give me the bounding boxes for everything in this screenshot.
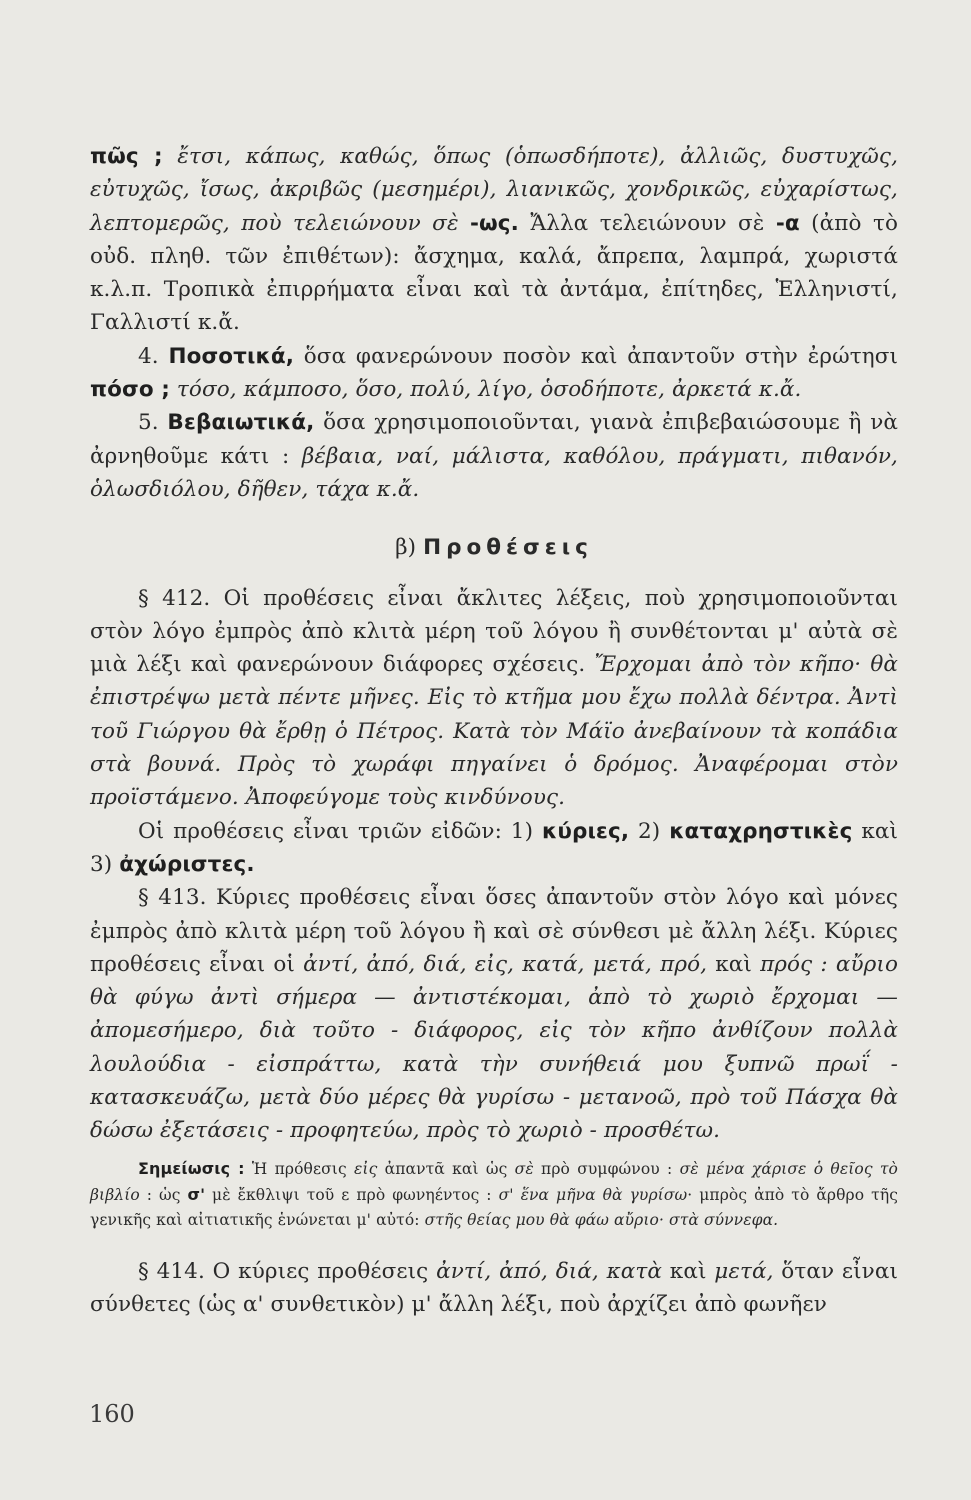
note-text-5: μὲ ἔκθλιψι τοῦ ε πρὸ φωνηέντος : — [205, 1185, 499, 1204]
term-poso: πόσο ; — [90, 377, 170, 403]
text-413-list: ἀντί, ἀπό, διά, εἰς, κατά, μετά, πρό, — [303, 951, 708, 977]
text-other-endings: Ἄλλα τελειώνουν σὲ — [518, 210, 776, 236]
note-label: Σημείωσις : — [138, 1158, 245, 1178]
text-414-1: Ο κύριες προθέσεις — [204, 1258, 437, 1284]
page-number: 160 — [89, 1400, 135, 1428]
page-text — [90, 140, 898, 1321]
text-affirmative-def: ὅσα χρησιμοποιοῦνται, γιανὰ ἐπιβεβαιώσουμε ἢ νὰ ἀρνηθοῦμε κάτι : — [90, 410, 898, 469]
note-se: σὲ — [514, 1159, 534, 1178]
note-paragraph — [90, 1156, 898, 1233]
section-mark-412: § 412. — [138, 585, 211, 611]
text-412: Οἱ προθέσεις εἶναι ἄκλιτες λέξεις, ποὺ χρησιμοποιοῦνται στὸν λόγο ἐμπρὸς ἀπὸ κλιτὰ μέρη τοῦ λόγου ἢ συνθέτονται μ' αὐτὰ σὲ μιὰ λέξι καὶ φανερώνουν διάφορες σχέσεις. — [90, 585, 898, 678]
text-manner-end: (ἀπὸ τὸ οὐδ. πληθ. τῶν ἐπιθέτων): ἄσχημα, καλά, ἄπρεπα, λαμπρά, χωριστά κ.λ.π. Τροπικὰ ἐπιρρήματα εἶναι καὶ τὰ ἀντάμα, ἐπίτηδες, Ἑλληνιστί, Γαλλιστί κ.ἄ. — [90, 210, 899, 336]
item-number: 4. — [138, 343, 159, 369]
text-414-3: ὅταν εἶναι σύνθετες (ὡς α' συνθετικὸν) μ' ἄλλη λέξι, ποὺ ἀρχίζει ἀπὸ φωνῆεν — [90, 1258, 898, 1317]
suffix-os: -ως. — [470, 210, 519, 236]
term-katachristikes: καταχρηστικὲς — [669, 818, 853, 844]
term-achoristes: ἀχώριστες. — [119, 851, 255, 877]
text-kinds-3: καὶ 3) — [90, 818, 898, 877]
text-quantity-examples: τόσο, κάμποσο, ὅσο, πολύ, λίγο, ὁσοδήποτε, ἀρκετά κ.ἄ. — [169, 377, 802, 403]
note-text-1: Ἡ πρόθεσις — [244, 1159, 355, 1178]
note-text-2: ἀπαντᾶ καὶ ὡς — [377, 1159, 515, 1178]
note-text-3: πρὸ συμφώνου : — [533, 1159, 680, 1178]
note-sigma: σ' — [187, 1184, 206, 1204]
text-quantity-def: ὅσα φανερώνουν ποσὸν καὶ ἀπαντοῦν στὴν ἐρώτησι — [293, 343, 899, 369]
text-412-examples: Ἔρχομαι ἀπὸ τὸν κῆπο· θὰ ἐπιστρέψω μετὰ πέντε μῆνες. Εἰς τὸ κτῆμα μου ἔχω πολλὰ δέντρα. Ἀντὶ τοῦ Γιώργου θὰ ἔρθῃ ὁ Πέτρος. Κατὰ τὸν Μάϊο ἀνεβαίνουν τὰ κοπάδια στὰ βουνά. Πρὸς τὸ χωράφι πηγαίνει ὁ δρόμος. Ἀναφέρομαι στὸν προϊστάμενο. Ἀποφεύγομε τοὺς κινδύνους. — [90, 652, 898, 811]
item-number: 5. — [138, 410, 159, 436]
note-example-3: στῆς θείας μου θὰ φάω αὔριο· στὰ σύννεφα. — [424, 1210, 779, 1229]
text-413-last: πρός : — [760, 951, 828, 977]
heading-title: Προθέσεις — [423, 535, 593, 561]
note-example-1: σὲ μένα χάρισε ὁ θεῖος τὸ βιβλίο — [90, 1159, 898, 1204]
text-kinds-2: 2) — [629, 818, 670, 844]
suffix-a: -α — [775, 210, 800, 236]
section-heading — [90, 531, 898, 564]
note-example-2: σ' ἕνα μῆνα θὰ γυρίσω — [498, 1185, 688, 1204]
text-413-examples: αὔριο θὰ φύγω ἀντὶ σήμερα — ἀντιστέκομαι, ἀπὸ τὸ χωριὸ ἔρχομαι — ἀπομεσήμερο, διὰ τοῦτο - διάφορος, εἰς τὸν κῆπο ἀνθίζουν πολλὰ λουλούδια - εἰσπράττω, κατὰ τὴν συνήθειά μου ξυπνῶ πρωΐ - κατασκευάζω, μετὰ δύο μέρες θὰ γυρίσω - μετανοῶ, πρὸ τοῦ Πάσχα θὰ δώσω ἐξετάσεις - προφητεύω, πρὸς τὸ χωριὸ - προσθέτω. — [90, 951, 898, 1144]
paragraph-412 — [90, 582, 898, 815]
term-quantity: Ποσοτικά, — [168, 343, 294, 369]
paragraph-414 — [90, 1255, 898, 1322]
text-kinds-1: Οἱ προθέσεις εἶναι τριῶν εἰδῶν: 1) — [138, 818, 542, 844]
note-text-4: : ὡς — [139, 1185, 188, 1204]
text-manner-examples: ἔτσι, κάπως, καθώς, ὅπως (ὁπωσδήποτε), ἀλλιῶς, δυστυχῶς, εὐτυχῶς, ἴσως, ἀκριβῶς (μεσημέρι), λιανικῶς, χονδρικῶς, εὐχαρίστως, λεπτομερῶς, ποὺ τελειώνουν σὲ — [90, 144, 898, 236]
text-414-list: ἀντί, ἀπό, διά, κατὰ — [436, 1258, 663, 1284]
heading-prefix: β) — [395, 535, 417, 561]
section-mark-413: § 413. — [138, 885, 207, 911]
term-kyries: κύριες, — [541, 818, 630, 844]
text-414-last: μετά, — [714, 1258, 774, 1284]
note-text-6: · μπρὸς ἀπὸ τὸ ἄρθρο τῆς γενικῆς καὶ αἰτιατικῆς ἑνώνεται μ' αὐτό: — [90, 1185, 898, 1229]
term-pos: πῶς ; — [90, 144, 163, 169]
note-eis: εἰς — [354, 1159, 378, 1178]
paragraph-413 — [90, 881, 898, 1147]
text-413-1: Κύριες προθέσεις εἶναι ὅσες ἀπαντοῦν στὸν λόγο καὶ μόνες ἐμπρὸς ἀπὸ κλιτὰ μέρη τοῦ λόγου ἢ καὶ σὲ σύνθεσι μὲ ἄλλη λέξι. Κύριες προθέσεις εἶναι οἱ — [90, 885, 898, 977]
text-414-2: καὶ — [662, 1258, 715, 1284]
spacer — [90, 1233, 898, 1255]
section-mark-414: § 414. — [138, 1258, 205, 1284]
paragraph-kinds — [90, 815, 898, 882]
paragraph-manner-adverbs — [90, 140, 898, 340]
paragraph-quantity-adverbs — [90, 340, 898, 407]
term-affirmative: Βεβαιωτικά, — [167, 410, 315, 436]
text-413-2: καὶ — [707, 951, 761, 977]
paragraph-affirmative-adverbs — [90, 406, 898, 506]
text-affirmative-examples: βέβαια, ναί, μάλιστα, καθόλου, πράγματι, πιθανόν, ὁλωσδιόλου, δῆθεν, τάχα κ.ἄ. — [90, 443, 898, 502]
